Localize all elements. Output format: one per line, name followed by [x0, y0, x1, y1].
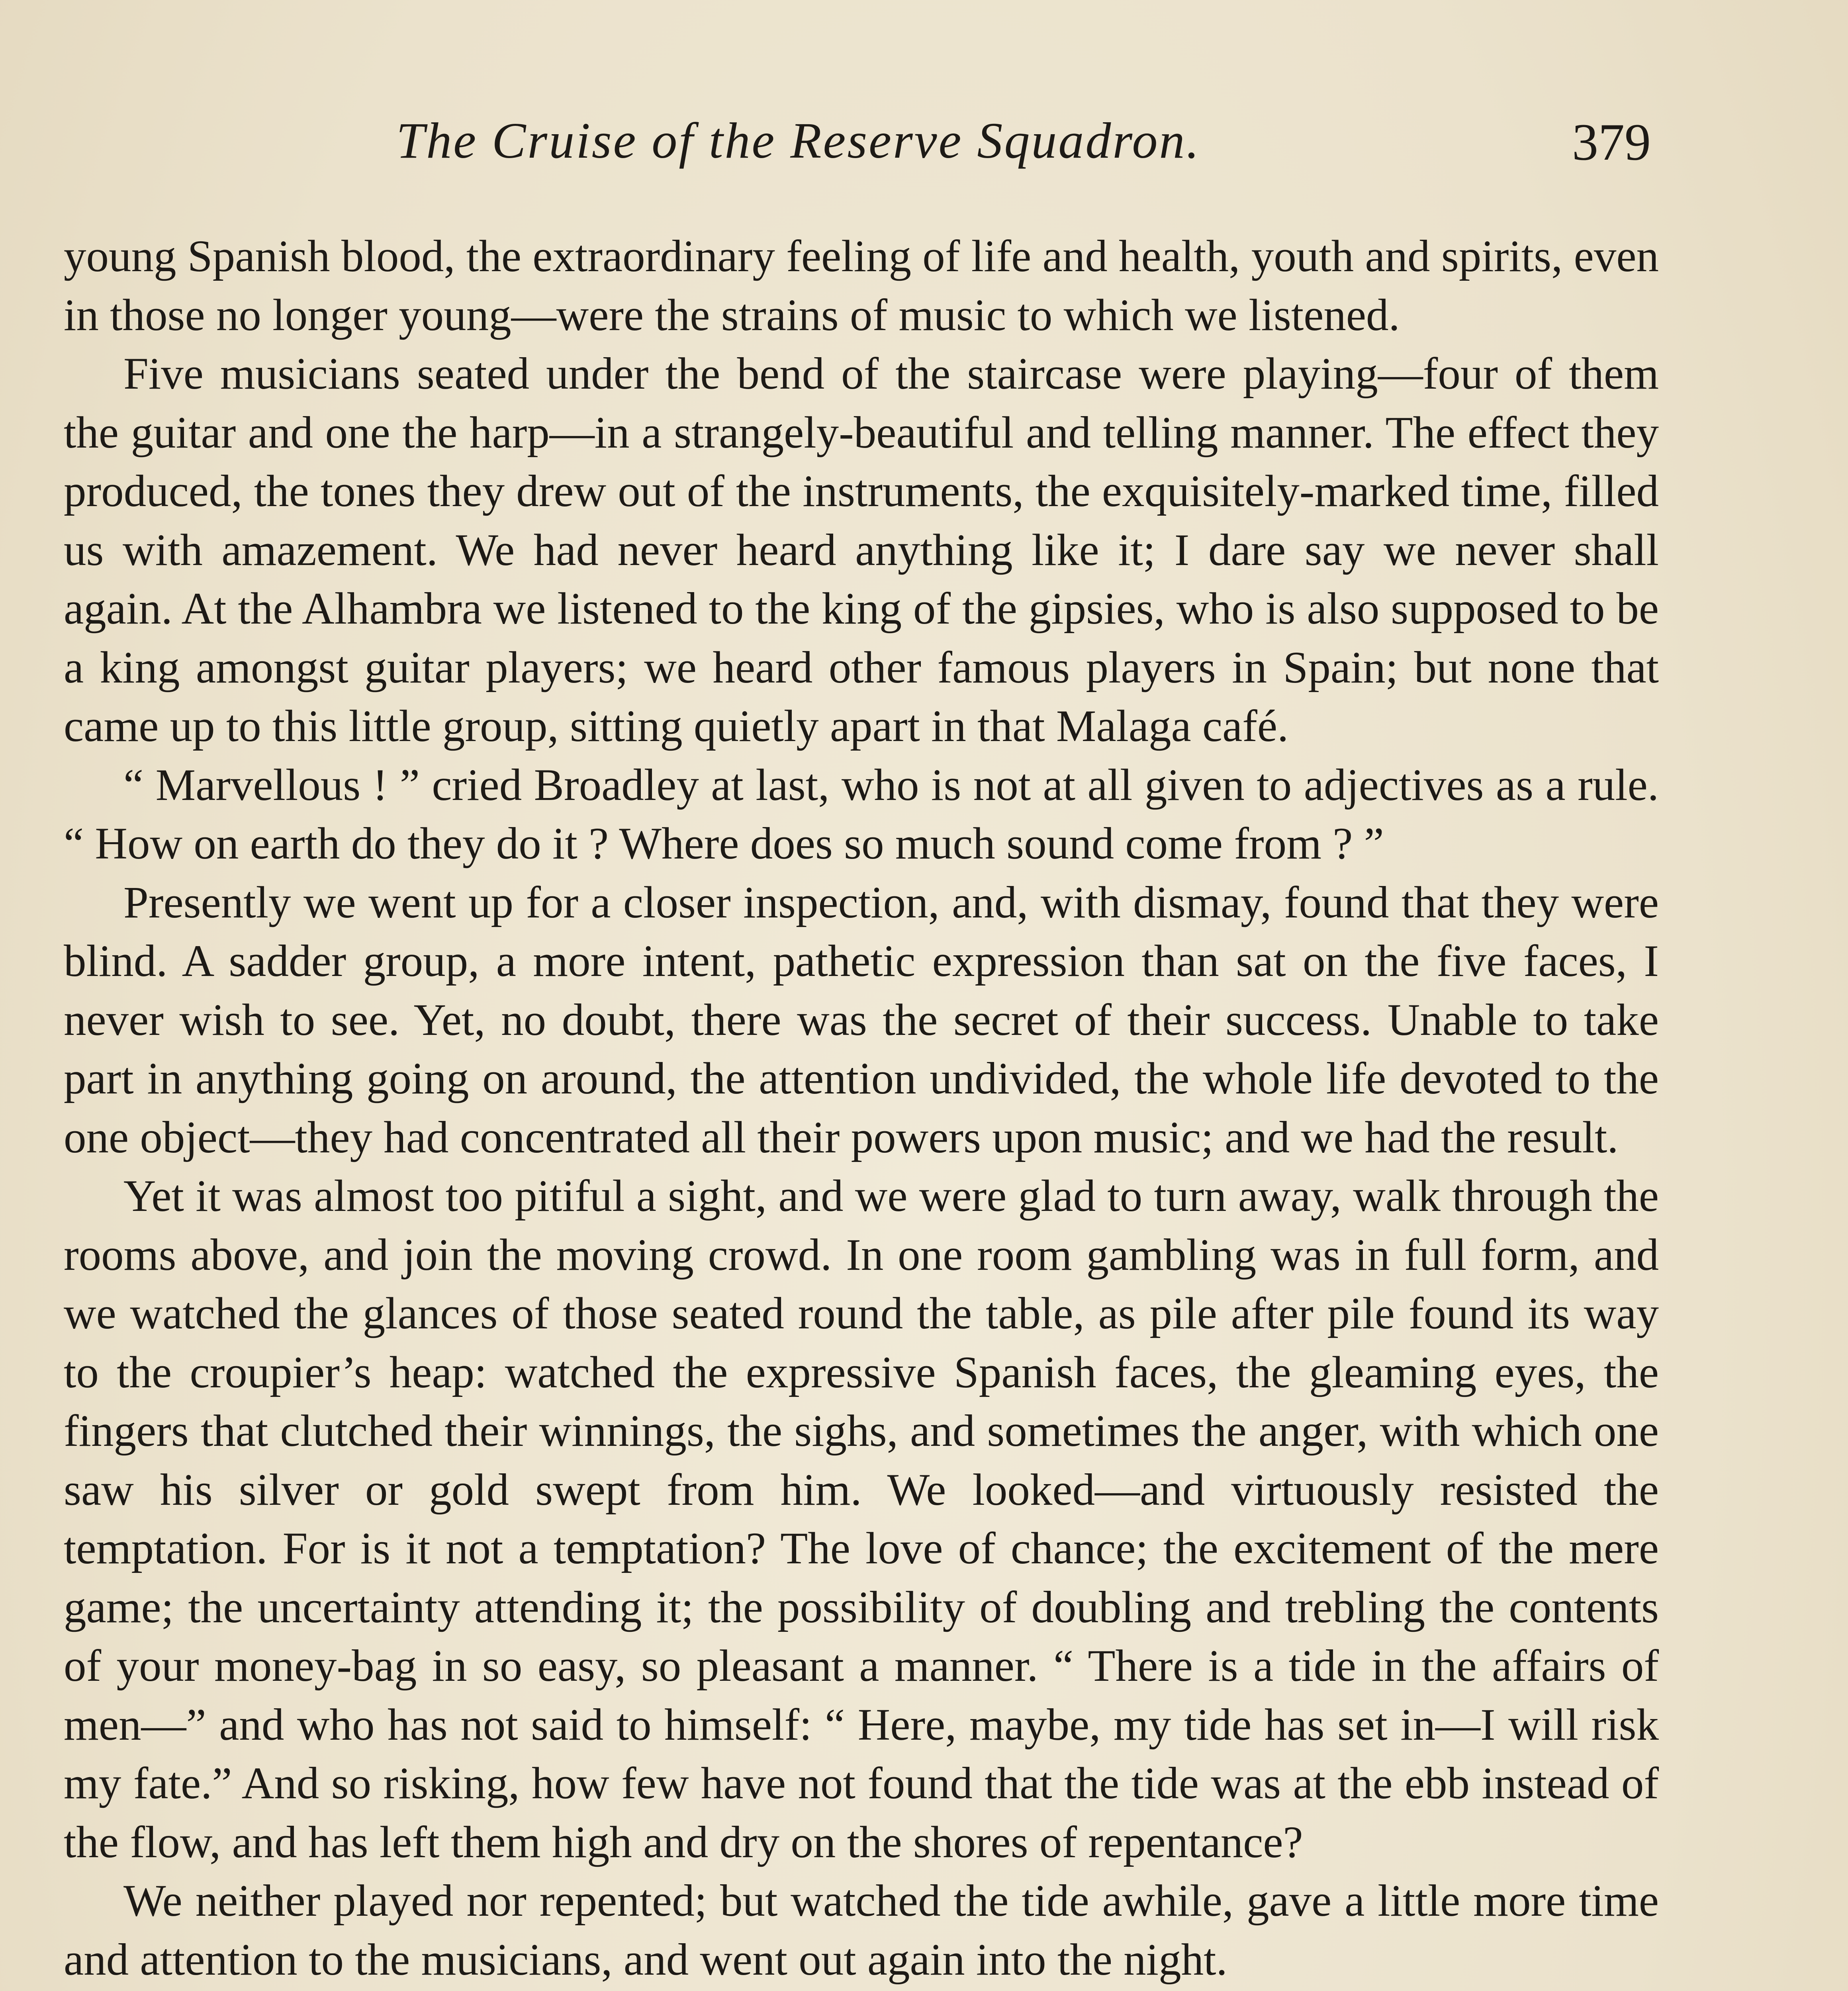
paragraph-gambling: Yet it was almost too pitiful a sight, and we were glad to turn away, walk through the rooms above, and join the moving crowd. In one room gambling was in full form, and we watched the glances of those seated round the table, as pile after pile found its way to the croupier’s heap: watched the expressive Spanish faces, the gleaming eyes, the fingers that clutched their winnings, the sighs, and sometimes the anger, with which one saw his silver or gold swept from him. We looked—and virtuously resisted the temptation. For is it not a temptation? The love of chance; the excitement of the mere game; the uncertainty attending it; the possibility of doubling and trebling the contents of your money-bag in so easy, so pleasant a manner. “ There is a tide in the affairs of men—” and who has not said to himself: “ Here, maybe, my tide has set in—I will risk my fate.” And so risking, how few have not found that the tide was at the ebb instead of the flow, and has left them high and dry on the shores of repentance? — [64, 1171, 1659, 1867]
running-head — [64, 111, 1659, 191]
paragraph-musicians: Five musicians seated under the bend of the staircase were playing—four of them the guitar and one the harp—in a strangely-beautiful and telling manner. The effect they produced, the tones they drew out of the instruments, the exquisitely-marked time, filled us with amazement. We had never heard anything like it; I dare say we never shall again. At the Alhambra we listened to the king of the gipsies, who is also supposed to be a king amongst guitar players; we heard other famous players in Spain; but none that came up to this little group, sitting quietly apart in that Malaga café. — [64, 349, 1659, 751]
book-page — [64, 111, 1659, 1991]
paragraph-marvellous: “ Marvellous ! ” cried Broadley at last, who is not at all given to adjectives as a rule. “ How on earth do they do it ? Where does so much sound come from ? ” — [64, 760, 1659, 868]
paragraph-blind: Presently we went up for a closer inspection, and, with dismay, found that they were blind. A sadder group, a more intent, pathetic expression than sat on the five faces, I never wish to see. Yet, no doubt, there was the secret of their success. Unable to take part in anything going on around, the attention undivided, the whole life devoted to the one object—they had concentrated all their powers upon music; and we had the result. — [64, 877, 1659, 1162]
running-head-title: The Cruise of the Reserve Squadron. — [396, 112, 1201, 169]
paragraph-continued: young Spanish blood, the extraordinary feeling of life and health, youth and spirits, even in those no longer young—were the strains of music to which we listened. — [64, 231, 1659, 340]
body-text — [64, 227, 1659, 1991]
paragraph-tide: We neither played nor repented; but watched the tide awhile, gave a little more time and attention to the musicians, and went out again into the night. — [64, 1876, 1659, 1985]
page-number: 379 — [1572, 113, 1651, 171]
